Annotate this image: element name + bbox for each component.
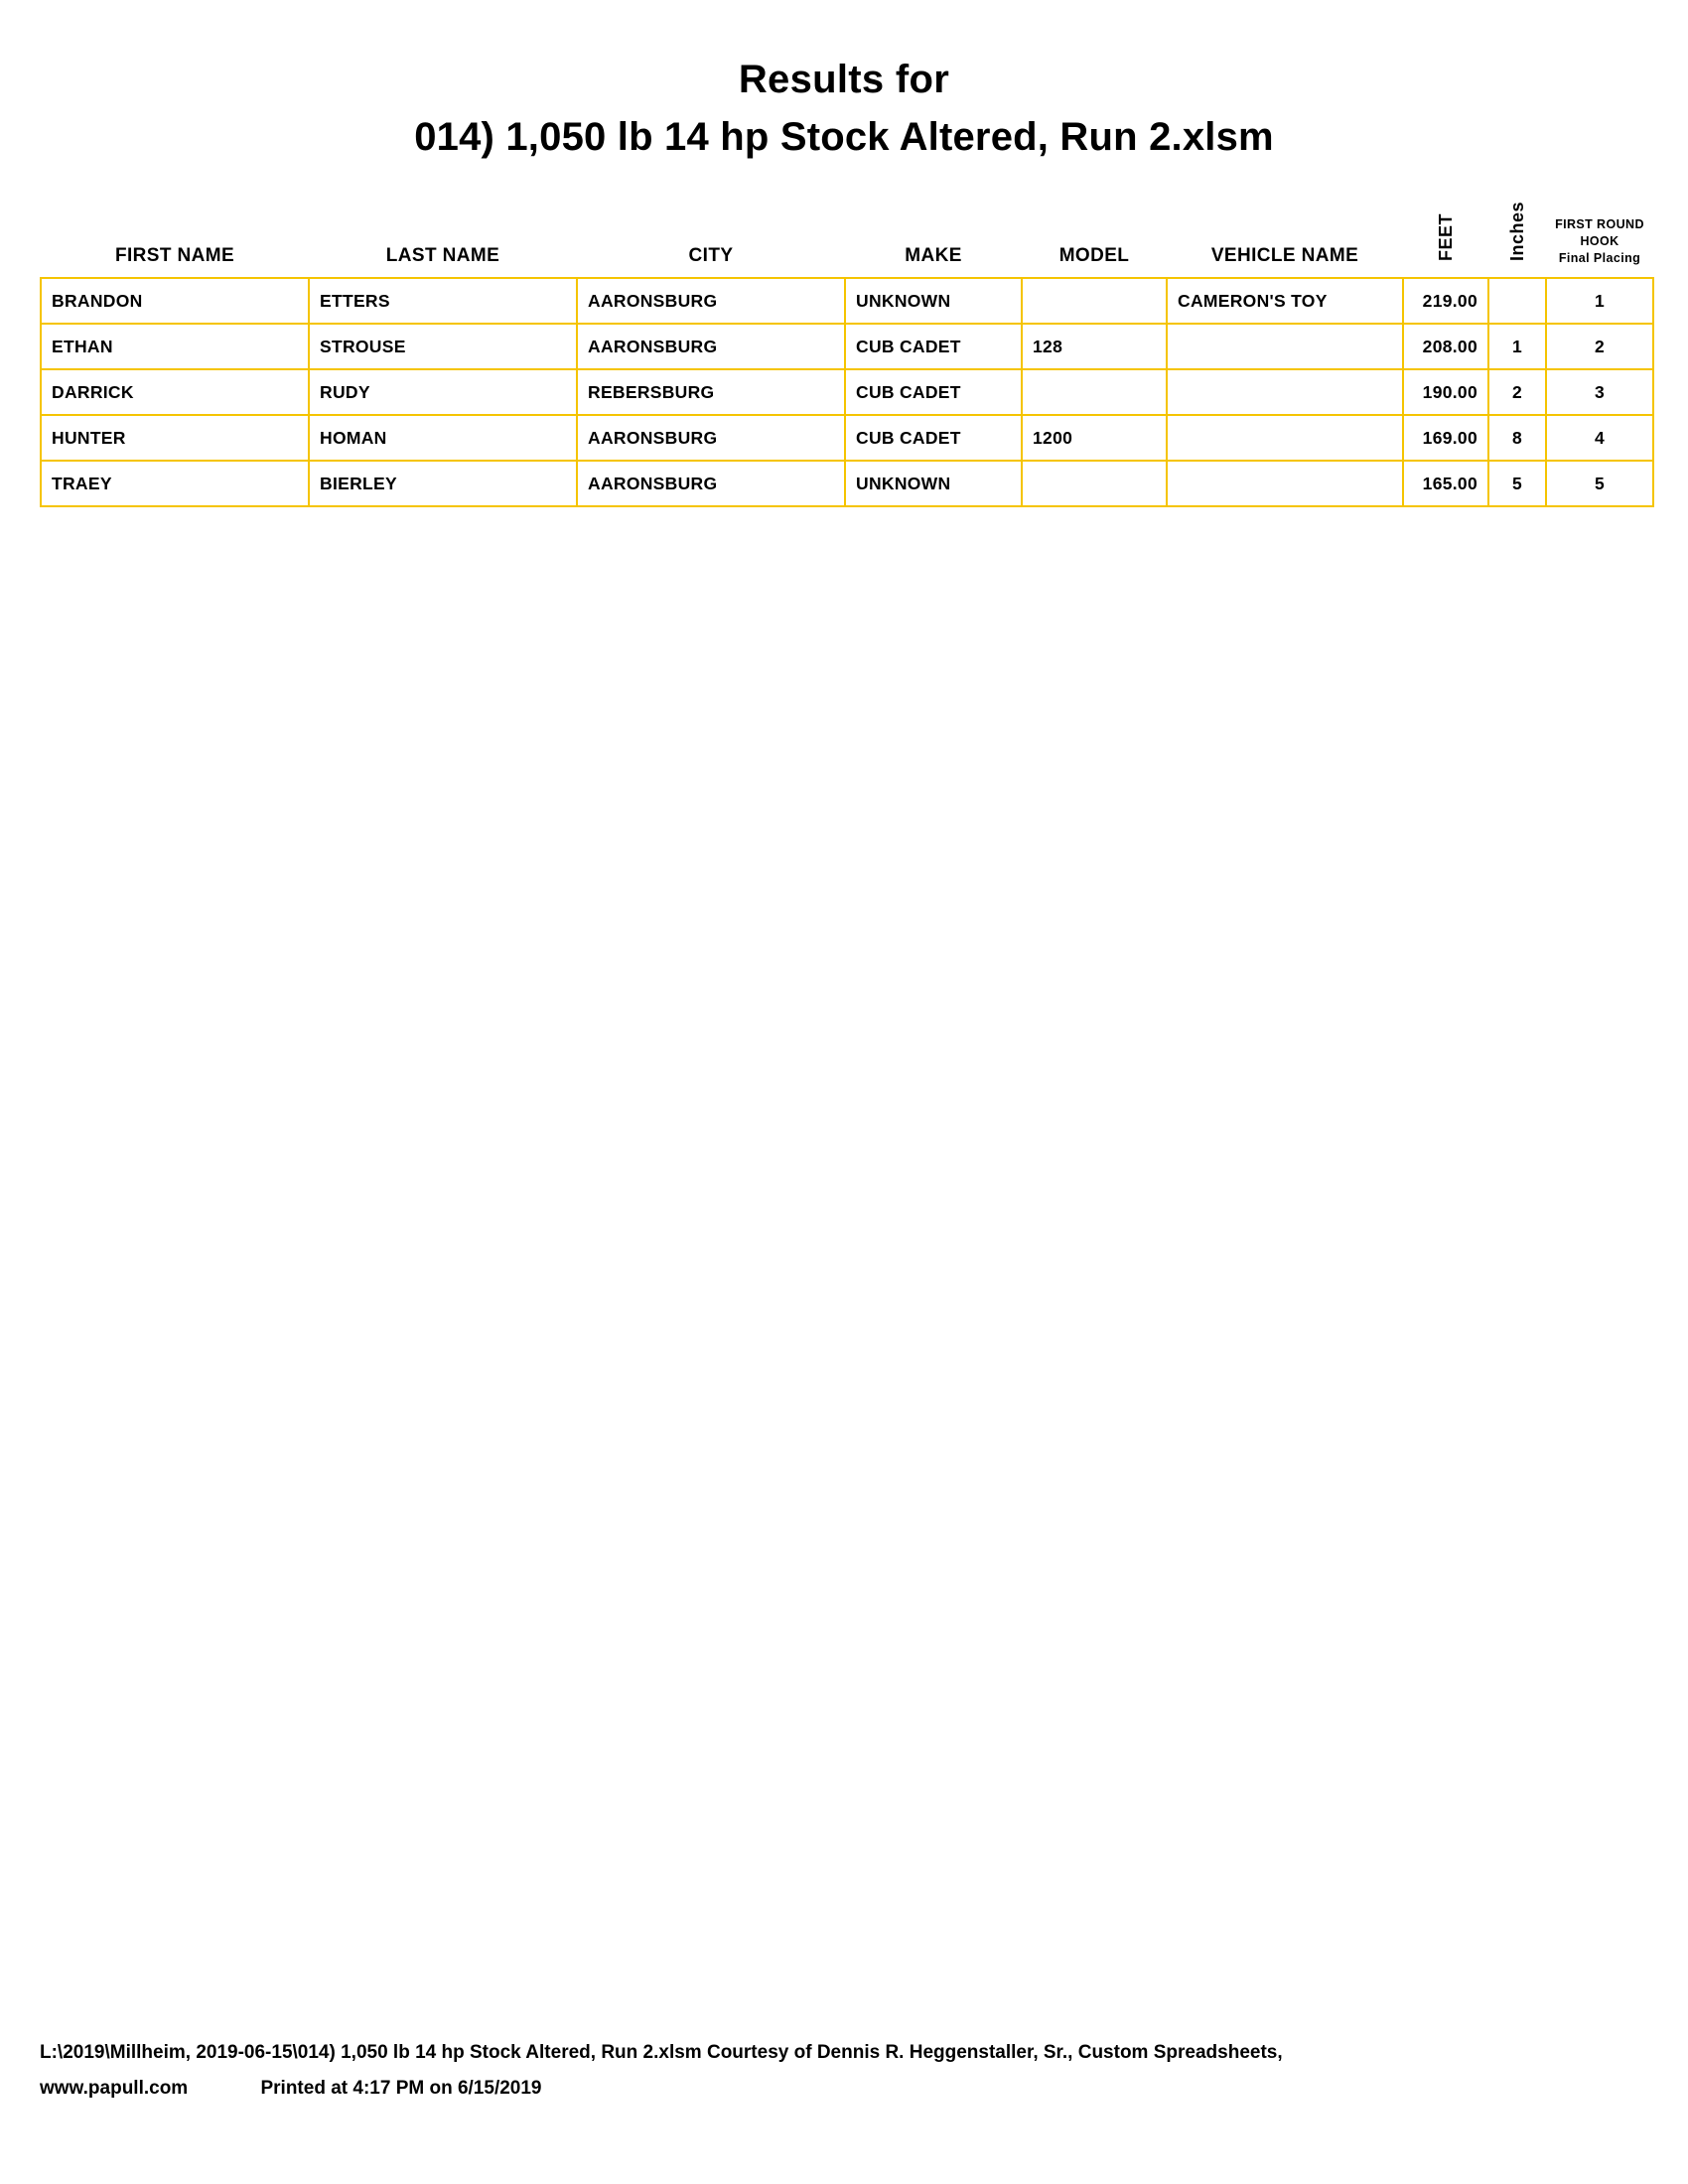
column-header-placing-line-2: HOOK (1580, 234, 1619, 249)
document-title-block (40, 0, 1648, 162)
cell-last-name: HOMAN (309, 415, 577, 461)
cell-model (1022, 461, 1167, 506)
table-row (41, 415, 1653, 461)
table-row (41, 369, 1653, 415)
cell-city: AARONSBURG (577, 461, 845, 506)
cell-make: UNKNOWN (845, 278, 1022, 324)
page-title: Results for (738, 58, 950, 101)
cell-feet: 208.00 (1403, 324, 1488, 369)
column-header-feet-label: FEET (1436, 213, 1456, 262)
cell-final-placing: 4 (1546, 415, 1653, 461)
page-footer (40, 2035, 1609, 2107)
table-header-row (41, 198, 1653, 278)
cell-final-placing: 1 (1546, 278, 1653, 324)
column-header-first-name: FIRST NAME (114, 245, 235, 267)
cell-make: UNKNOWN (845, 461, 1022, 506)
cell-first-name: BRANDON (41, 278, 309, 324)
column-header-model: MODEL (1058, 245, 1130, 267)
table-row (41, 278, 1653, 324)
cell-last-name: ETTERS (309, 278, 577, 324)
cell-last-name: RUDY (309, 369, 577, 415)
cell-vehicle-name (1167, 369, 1403, 415)
cell-inches: 1 (1488, 324, 1546, 369)
results-table (40, 198, 1654, 507)
cell-inches: 5 (1488, 461, 1546, 506)
cell-model: 1200 (1022, 415, 1167, 461)
table-body (41, 278, 1653, 506)
cell-city: AARONSBURG (577, 324, 845, 369)
column-header-placing-line-1: FIRST ROUND (1555, 217, 1644, 232)
cell-first-name: ETHAN (41, 324, 309, 369)
footer-source-line: L:\2019\Millheim, 2019-06-15\014) 1,050 lb 14 hp Stock Altered, Run 2.xlsm Courtesy of Dennis R. Heggenstaller, Sr., Custom Spreadsheets, (40, 2041, 1283, 2063)
cell-last-name: STROUSE (309, 324, 577, 369)
column-header-feet (1403, 198, 1488, 278)
table-row (41, 324, 1653, 369)
cell-city: AARONSBURG (577, 415, 845, 461)
cell-first-name: HUNTER (41, 415, 309, 461)
column-header-city: CITY (688, 245, 734, 267)
column-header-make: MAKE (905, 245, 962, 267)
cell-vehicle-name (1167, 461, 1403, 506)
cell-feet: 165.00 (1403, 461, 1488, 506)
cell-model (1022, 369, 1167, 415)
cell-city: AARONSBURG (577, 278, 845, 324)
table-row (41, 461, 1653, 506)
cell-first-name: TRAEY (41, 461, 309, 506)
column-header-inches (1488, 198, 1546, 278)
cell-feet: 169.00 (1403, 415, 1488, 461)
footer-website: www.papull.com (40, 2077, 189, 2099)
cell-final-placing: 2 (1546, 324, 1653, 369)
column-header-placing-line-3: Final Placing (1558, 251, 1641, 266)
column-header-final-placing (1546, 198, 1653, 278)
cell-model (1022, 278, 1167, 324)
cell-feet: 190.00 (1403, 369, 1488, 415)
cell-model: 128 (1022, 324, 1167, 369)
cell-inches: 2 (1488, 369, 1546, 415)
table-header (41, 198, 1653, 278)
column-header-last-name: LAST NAME (385, 245, 500, 267)
cell-vehicle-name (1167, 415, 1403, 461)
cell-final-placing: 5 (1546, 461, 1653, 506)
cell-inches: 8 (1488, 415, 1546, 461)
cell-inches (1488, 278, 1546, 324)
page-subtitle: 014) 1,050 lb 14 hp Stock Altered, Run 2.xlsm (414, 115, 1274, 159)
cell-last-name: BIERLEY (309, 461, 577, 506)
cell-vehicle-name (1167, 324, 1403, 369)
cell-final-placing: 3 (1546, 369, 1653, 415)
cell-make: CUB CADET (845, 324, 1022, 369)
cell-vehicle-name: CAMERON'S TOY (1167, 278, 1403, 324)
cell-make: CUB CADET (845, 415, 1022, 461)
footer-printed-timestamp: Printed at 4:17 PM on 6/15/2019 (260, 2077, 542, 2099)
column-header-inches-label: Inches (1507, 202, 1527, 262)
column-header-vehicle-name: VEHICLE NAME (1210, 245, 1359, 267)
cell-make: CUB CADET (845, 369, 1022, 415)
cell-first-name: DARRICK (41, 369, 309, 415)
footer-second-line (40, 2071, 1609, 2107)
cell-feet: 219.00 (1403, 278, 1488, 324)
cell-city: REBERSBURG (577, 369, 845, 415)
